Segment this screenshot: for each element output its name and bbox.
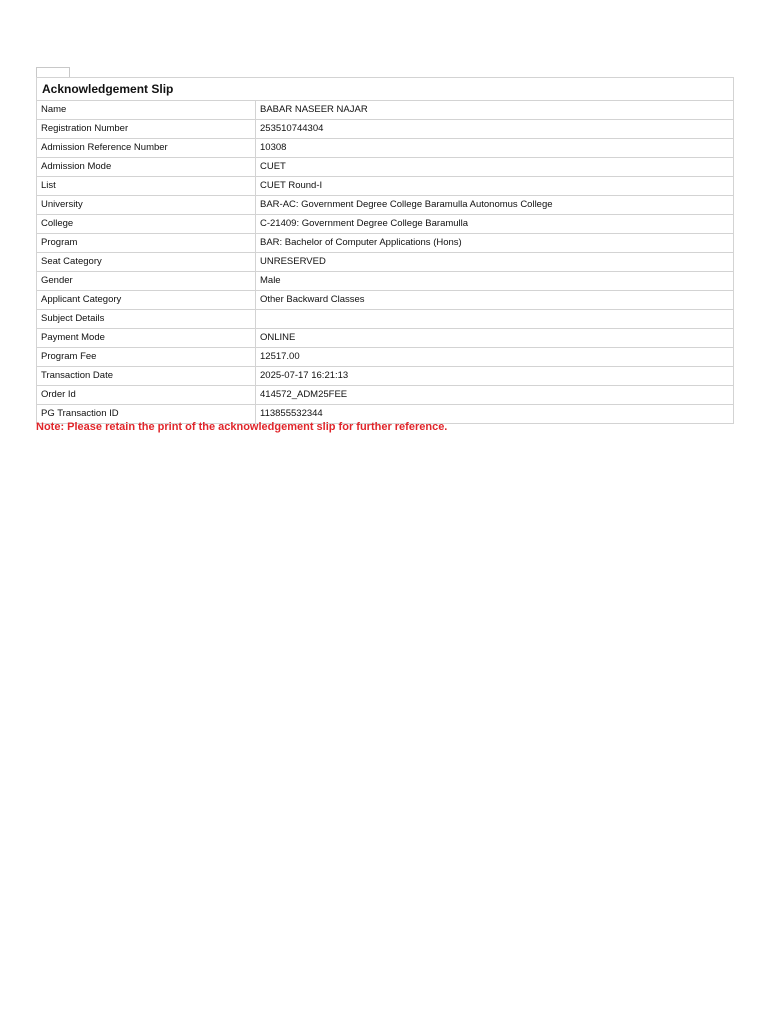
row-label: Program [37, 234, 256, 253]
row-value: BAR: Bachelor of Computer Applications (Hons) [256, 234, 734, 253]
row-value: 253510744304 [256, 120, 734, 139]
row-value: ONLINE [256, 329, 734, 348]
retention-note: Note: Please retain the print of the acknowledgement slip for further reference. [36, 421, 448, 433]
table-row-program [37, 234, 734, 253]
table-title-row [37, 78, 734, 101]
table-row-order-id [37, 386, 734, 405]
table-row-name [37, 101, 734, 120]
row-label: Order Id [37, 386, 256, 405]
row-value: CUET Round-I [256, 177, 734, 196]
row-value [256, 310, 734, 329]
row-label: Subject Details [37, 310, 256, 329]
table-row-registration-number [37, 120, 734, 139]
row-label: Registration Number [37, 120, 256, 139]
row-value: Male [256, 272, 734, 291]
row-label: Name [37, 101, 256, 120]
table-row-payment-mode [37, 329, 734, 348]
row-value: C-21409: Government Degree College Baramulla [256, 215, 734, 234]
row-value: CUET [256, 158, 734, 177]
row-label: Program Fee [37, 348, 256, 367]
table-row-transaction-date [37, 367, 734, 386]
table-row-applicant-category [37, 291, 734, 310]
row-value: 12517.00 [256, 348, 734, 367]
row-value: BABAR NASEER NAJAR [256, 101, 734, 120]
table-row-admission-mode [37, 158, 734, 177]
table-row-college [37, 215, 734, 234]
table-row-list [37, 177, 734, 196]
table-row-program-fee [37, 348, 734, 367]
row-value: 10308 [256, 139, 734, 158]
row-label: College [37, 215, 256, 234]
table-row-university [37, 196, 734, 215]
row-value: Other Backward Classes [256, 291, 734, 310]
acknowledgement-table [36, 77, 734, 424]
row-label: University [37, 196, 256, 215]
row-label: Admission Reference Number [37, 139, 256, 158]
table-row-seat-category [37, 253, 734, 272]
slip-title: Acknowledgement Slip [37, 78, 734, 101]
row-label: Seat Category [37, 253, 256, 272]
row-label: Transaction Date [37, 367, 256, 386]
row-value: 113855532344 [256, 405, 734, 424]
row-label: PG Transaction ID [37, 405, 256, 424]
row-label: List [37, 177, 256, 196]
row-value: UNRESERVED [256, 253, 734, 272]
table-row-admission-reference-number [37, 139, 734, 158]
row-value: 2025-07-17 16:21:13 [256, 367, 734, 386]
table-row-subject-details [37, 310, 734, 329]
row-value: 414572_ADM25FEE [256, 386, 734, 405]
row-value: BAR-AC: Government Degree College Baramulla Autonomus College [256, 196, 734, 215]
row-label: Applicant Category [37, 291, 256, 310]
table-row-gender [37, 272, 734, 291]
row-label: Admission Mode [37, 158, 256, 177]
row-label: Payment Mode [37, 329, 256, 348]
row-label: Gender [37, 272, 256, 291]
